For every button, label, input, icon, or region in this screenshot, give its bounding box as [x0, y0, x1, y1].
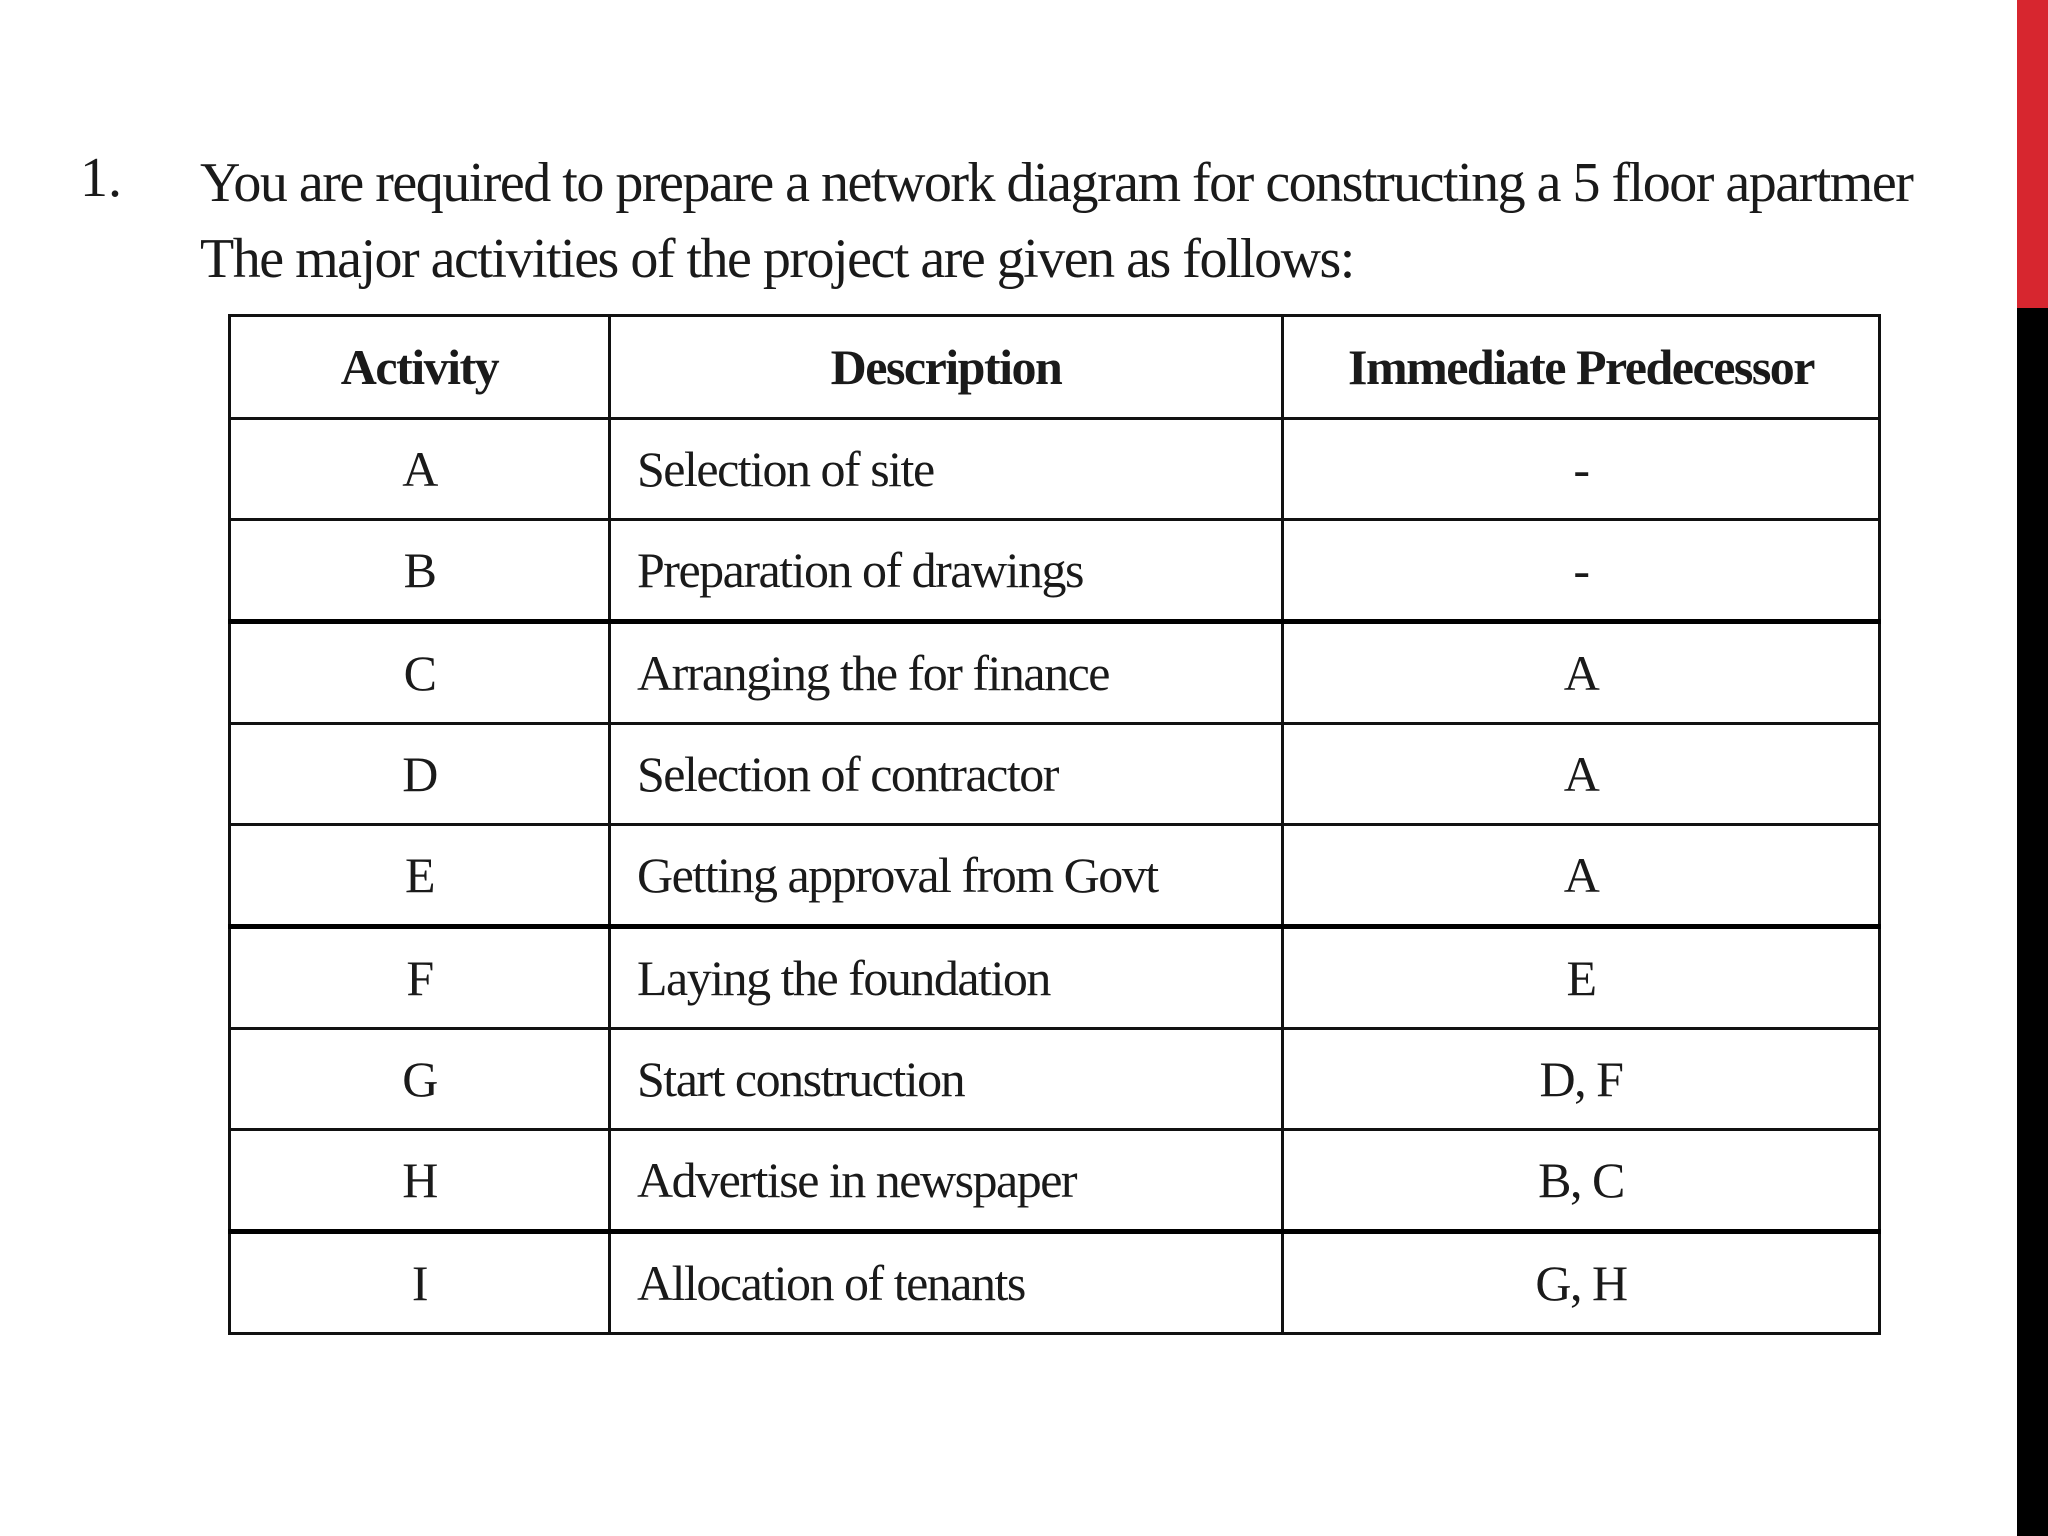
accent-bar-black — [2017, 308, 2048, 1536]
activity-table — [228, 314, 1881, 1335]
activity-cell: F — [230, 927, 610, 1029]
description-cell: Advertise in newspaper — [610, 1130, 1283, 1232]
description-cell: Selection of site — [610, 419, 1283, 520]
activity-cell: B — [230, 520, 610, 622]
activity-cell: D — [230, 724, 610, 825]
question-number: 1. — [80, 147, 122, 209]
table-header-row — [230, 316, 1880, 419]
question-line-2: The major activities of the project are given as follows: — [200, 228, 1354, 290]
activity-cell: A — [230, 419, 610, 520]
table-row — [230, 520, 1880, 622]
description-cell: Getting approval from Govt — [610, 825, 1283, 927]
table-row — [230, 825, 1880, 927]
activity-cell: I — [230, 1232, 610, 1334]
predecessor-cell: - — [1283, 520, 1880, 622]
table-row — [230, 622, 1880, 724]
predecessor-cell: A — [1283, 825, 1880, 927]
table-row — [230, 1232, 1880, 1334]
predecessor-cell: A — [1283, 724, 1880, 825]
description-cell: Selection of contractor — [610, 724, 1283, 825]
description-cell: Laying the foundation — [610, 927, 1283, 1029]
question-text — [200, 145, 2000, 297]
activity-cell: G — [230, 1029, 610, 1130]
header-immediate-predecessor: Immediate Predecessor — [1283, 316, 1880, 419]
predecessor-cell: A — [1283, 622, 1880, 724]
predecessor-cell: D, F — [1283, 1029, 1880, 1130]
activity-cell: C — [230, 622, 610, 724]
table-row — [230, 1130, 1880, 1232]
predecessor-cell: G, H — [1283, 1232, 1880, 1334]
question-line-1: You are required to prepare a network diagram for constructing a 5 floor apartmer — [200, 152, 1913, 214]
activity-cell: H — [230, 1130, 610, 1232]
predecessor-cell: E — [1283, 927, 1880, 1029]
description-cell: Allocation of tenants — [610, 1232, 1283, 1334]
description-cell: Preparation of drawings — [610, 520, 1283, 622]
header-activity: Activity — [230, 316, 610, 419]
description-cell: Start construction — [610, 1029, 1283, 1130]
description-cell: Arranging the for finance — [610, 622, 1283, 724]
accent-bar-red — [2017, 0, 2048, 308]
activity-cell: E — [230, 825, 610, 927]
table-row — [230, 927, 1880, 1029]
header-description: Description — [610, 316, 1283, 419]
table-row — [230, 724, 1880, 825]
table-row — [230, 1029, 1880, 1130]
predecessor-cell: B, C — [1283, 1130, 1880, 1232]
predecessor-cell: - — [1283, 419, 1880, 520]
table-row — [230, 419, 1880, 520]
